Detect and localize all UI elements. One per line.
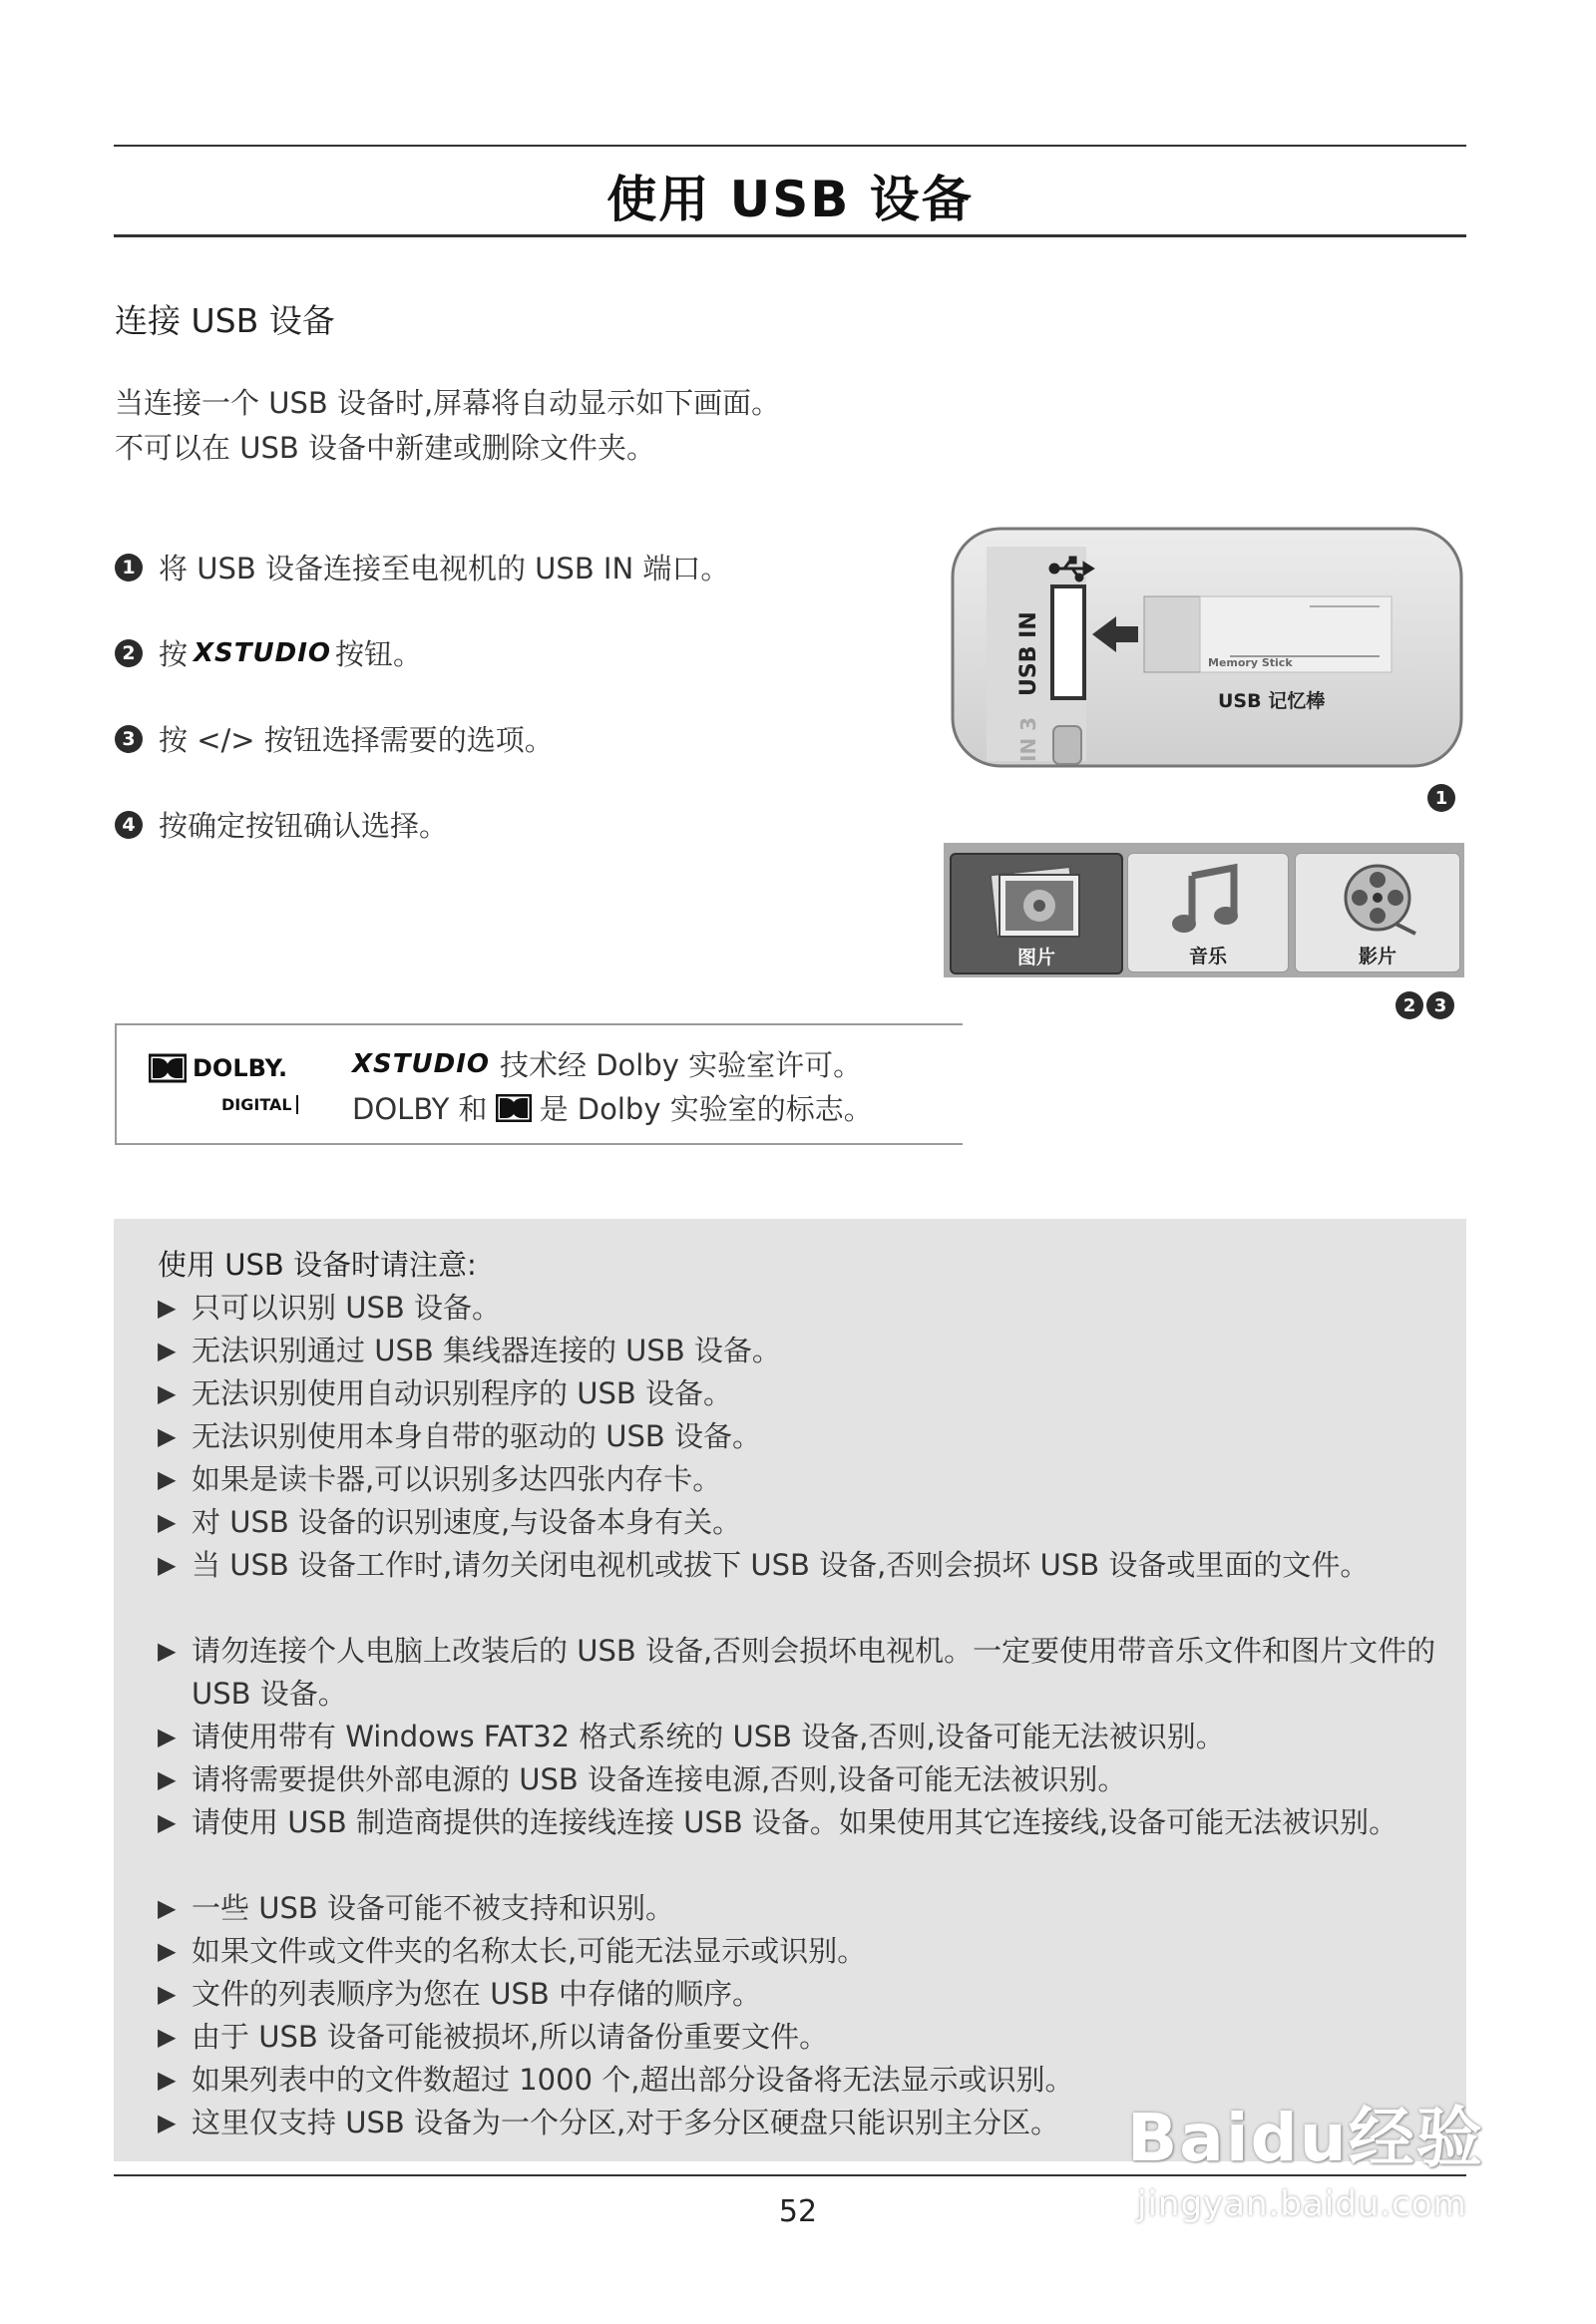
dolby-line-1 bbox=[352, 1043, 862, 1084]
list-item: ▶ 如果文件或文件夹的名称太长,可能无法显示或识别。 bbox=[158, 1934, 867, 1968]
step-1 bbox=[115, 547, 729, 587]
notes-title: 使用 USB 设备时请注意: bbox=[158, 1248, 477, 1282]
media-menu-figure bbox=[944, 843, 1464, 977]
step-number: 3 bbox=[115, 725, 143, 753]
usb-port-figure bbox=[951, 527, 1463, 768]
memory-stick-label: Memory Stick bbox=[1208, 656, 1293, 669]
dolby-line-1-text: 技术经 Dolby 实验室许可。 bbox=[499, 1048, 863, 1082]
tile-label: 音乐 bbox=[1188, 946, 1227, 968]
step-number: 2 bbox=[115, 639, 143, 667]
list-item: ▶ 文件的列表顺序为您在 USB 中存储的顺序。 bbox=[158, 1977, 761, 2011]
baidu-watermark-url: jingyan.baidu.com bbox=[1137, 2184, 1467, 2224]
intro-line-2: 不可以在 USB 设备中新建或删除文件夹。 bbox=[115, 431, 655, 465]
step-number: 1 bbox=[115, 554, 143, 581]
usb-stick-caption: USB 记忆棒 bbox=[1218, 690, 1326, 712]
intro-line-1: 当连接一个 USB 设备时,屏幕将自动显示如下画面。 bbox=[115, 386, 781, 420]
list-item: ▶ 如果是读卡器,可以识别多达四张内存卡。 bbox=[158, 1462, 722, 1496]
step-3 bbox=[115, 718, 554, 759]
dolby-line-2-pre: DOLBY 和 bbox=[352, 1092, 488, 1126]
baidu-watermark: Baidu经验 bbox=[1127, 2100, 1484, 2176]
tile-movies[interactable] bbox=[1295, 853, 1460, 972]
list-item: ▶ 请使用 USB 制造商提供的连接线连接 USB 设备。如果使用其它连接线,设备可能无法被识别。 bbox=[158, 1805, 1398, 1839]
step-text: 按 </> 按钮选择需要的选项。 bbox=[159, 723, 554, 757]
list-item: ▶ 如果列表中的文件数超过 1000 个,超出部分设备将无法显示或识别。 bbox=[158, 2063, 1074, 2097]
title-rule bbox=[114, 234, 1466, 237]
dolby-line-2-post: 是 Dolby 实验室的标志。 bbox=[539, 1092, 873, 1126]
step-text-pre: 按 bbox=[159, 637, 189, 671]
tile-music[interactable] bbox=[1127, 853, 1289, 972]
figure-ref-1: 1 bbox=[1424, 784, 1455, 812]
tile-label: 图片 bbox=[1016, 947, 1055, 968]
film-reel-icon bbox=[1336, 860, 1419, 940]
list-item: ▶ 只可以识别 USB 设备。 bbox=[158, 1291, 501, 1325]
list-item: ▶ 对 USB 设备的识别速度,与设备本身有关。 bbox=[158, 1505, 742, 1539]
step-4 bbox=[115, 804, 448, 845]
dolby-logo bbox=[149, 1053, 287, 1083]
notes-panel bbox=[114, 1219, 1466, 2161]
in3-label: IN 3 bbox=[1016, 716, 1040, 762]
double-d-icon bbox=[496, 1094, 532, 1122]
list-item: ▶ 无法识别使用本身自带的驱动的 USB 设备。 bbox=[158, 1419, 761, 1453]
dolby-word: DOLBY. bbox=[193, 1054, 288, 1082]
photo-icon bbox=[986, 863, 1085, 939]
figure-ref-2-3: 2 3 bbox=[1393, 991, 1454, 1019]
step-number: 4 bbox=[115, 811, 143, 839]
list-item: ▶ 无法识别通过 USB 集线器连接的 USB 设备。 bbox=[158, 1334, 781, 1367]
page-title: 使用 USB 设备 bbox=[606, 171, 974, 228]
list-item: ▶ 由于 USB 设备可能被损坏,所以请备份重要文件。 bbox=[158, 2020, 829, 2054]
list-item: ▶ 请将需要提供外部电源的 USB 设备连接电源,否则,设备可能无法被识别。 bbox=[158, 1762, 1127, 1796]
step-2 bbox=[115, 632, 422, 673]
step-text: 将 USB 设备连接至电视机的 USB IN 端口。 bbox=[159, 552, 730, 585]
list-item: ▶ 无法识别使用自动识别程序的 USB 设备。 bbox=[158, 1376, 732, 1410]
page-number: 52 bbox=[778, 2194, 818, 2229]
list-item: ▶ 当 USB 设备工作时,请勿关闭电视机或拔下 USB 设备,否则会损坏 USB 设备或里面的文件。 bbox=[158, 1548, 1370, 1582]
double-d-icon bbox=[149, 1053, 187, 1083]
dolby-notice bbox=[115, 1023, 963, 1145]
dolby-digital: DIGITAL bbox=[221, 1095, 298, 1114]
step-text: 按确定按钮确认选择。 bbox=[159, 809, 449, 843]
list-item: ▶ 一些 USB 设备可能不被支持和识别。 bbox=[158, 1891, 674, 1925]
list-item: ▶ 请使用带有 Windows FAT32 格式系统的 USB 设备,否则,设备可能无法被识别。 bbox=[158, 1720, 1225, 1753]
tile-label: 影片 bbox=[1358, 946, 1396, 968]
music-note-icon bbox=[1168, 862, 1248, 938]
list-item: ▶ 请勿连接个人电脑上改装后的 USB 设备,否则会损坏电视机。一定要使用带音乐文件和图片文件的 USB 设备。 bbox=[158, 1634, 1436, 1711]
tile-photos[interactable] bbox=[950, 853, 1123, 974]
section-heading: 连接 USB 设备 bbox=[115, 301, 335, 340]
xstudio-brand: XSTUDIO bbox=[194, 637, 331, 668]
top-rule bbox=[114, 145, 1466, 147]
usb-in-label: USB IN bbox=[1016, 611, 1041, 696]
list-item: ▶ 这里仅支持 USB 设备为一个分区,对于多分区硬盘只能识别主分区。 bbox=[158, 2106, 1060, 2139]
step-text-post: 按钮。 bbox=[335, 637, 423, 671]
xstudio-brand: XSTUDIO bbox=[352, 1048, 490, 1079]
dolby-line-2 bbox=[352, 1087, 873, 1128]
